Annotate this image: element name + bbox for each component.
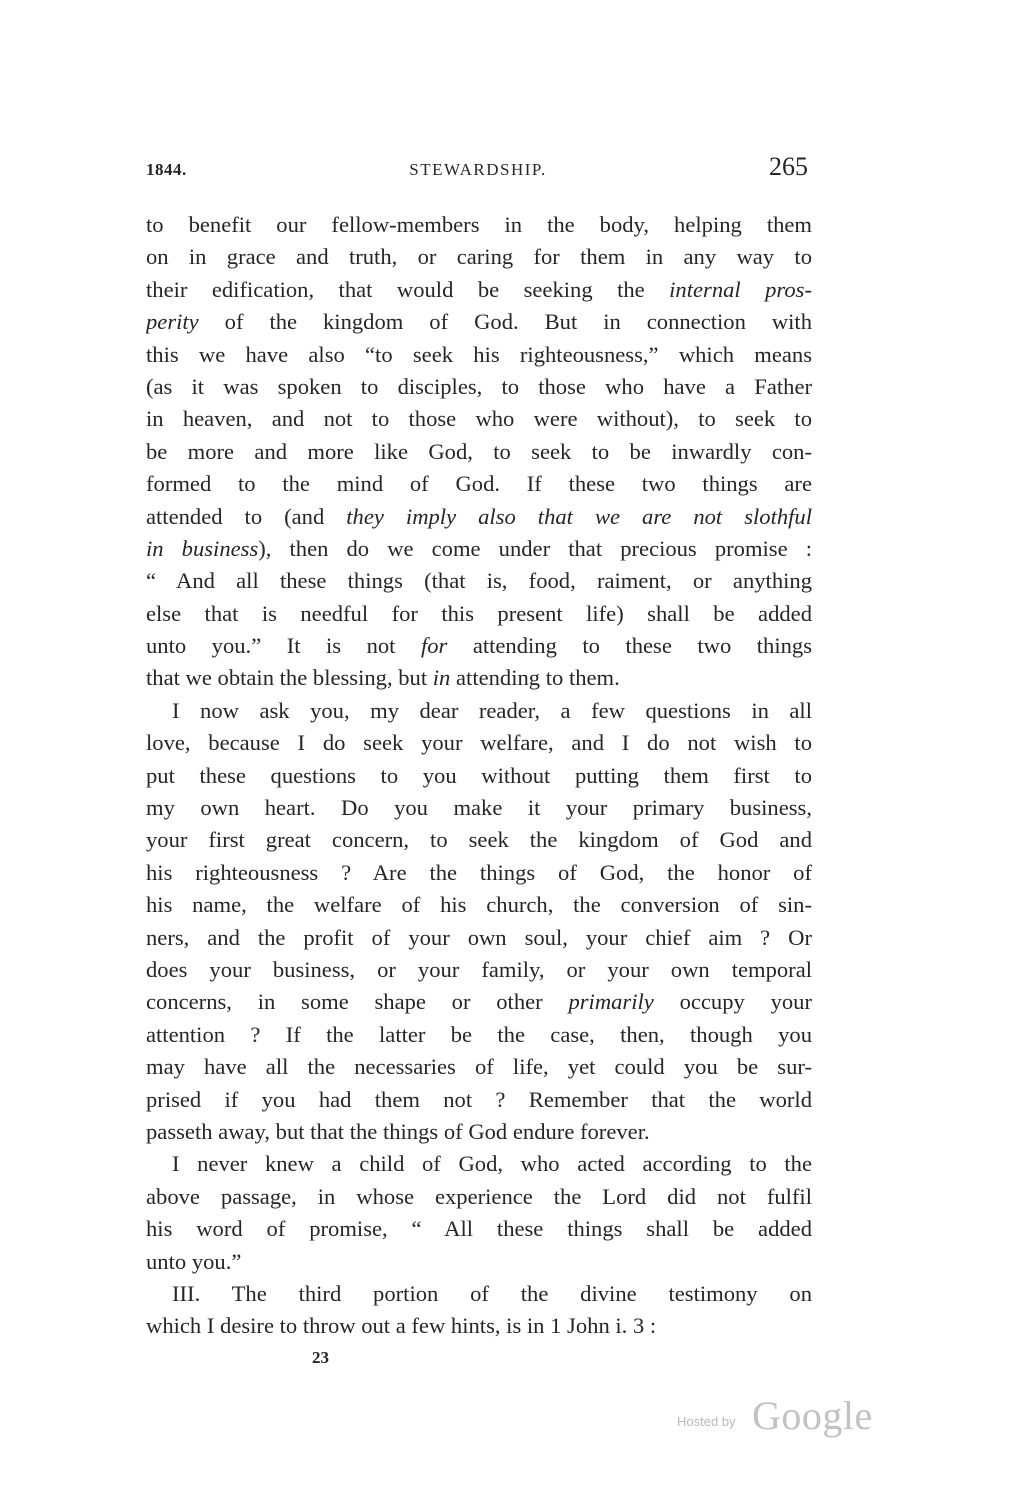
- text-line: my own heart. Do you make it your primary business,: [146, 795, 812, 821]
- text-line: his word of promise, “ All these things shall be added: [146, 1216, 812, 1242]
- google-watermark: [677, 1392, 887, 1438]
- hosted-by-label: Hosted by: [677, 1414, 736, 1429]
- text-line: in business), then do we come under that precious promise :: [146, 535, 812, 561]
- signature-mark: 23: [312, 1348, 329, 1367]
- text-line: ners, and the profit of your own soul, your chief aim ? Or: [146, 924, 812, 950]
- text-line: his righteousness ? Are the things of God, the honor of: [146, 859, 812, 885]
- text-line: this we have also “to seek his righteousness,” which means: [146, 341, 812, 367]
- text-line: love, because I do seek your welfare, and I do not wish to: [146, 730, 812, 756]
- google-logo: Google: [752, 1393, 873, 1438]
- text-line: else that is needful for this present life) shall be added: [146, 600, 812, 626]
- body-text: [146, 209, 812, 1343]
- text-line: which I desire to throw out a few hints, is in 1 John i. 3 :: [146, 1313, 657, 1339]
- text-line: prised if you had them not ? Remember that the world: [146, 1086, 812, 1112]
- text-line: in heaven, and not to those who were without), to seek to: [146, 406, 812, 432]
- running-header: [146, 152, 810, 186]
- text-line: unto you.” It is not for attending to these two things: [146, 633, 812, 659]
- header-title: STEWARDSHIP.: [409, 160, 547, 179]
- text-line: above passage, in whose experience the Lord did not fulfil: [146, 1183, 812, 1209]
- text-line: I never knew a child of God, who acted according to the: [172, 1151, 812, 1177]
- text-line: passeth away, but that the things of God endure forever.: [146, 1118, 650, 1144]
- text-line: I now ask you, my dear reader, a few questions in all: [172, 697, 812, 723]
- text-line: put these questions to you without putting them first to: [146, 762, 812, 788]
- text-line: his name, the welfare of his church, the conversion of sin-: [146, 892, 812, 918]
- text-line: perity of the kingdom of God. But in connection with: [146, 309, 812, 335]
- text-line: (as it was spoken to disciples, to those who have a Father: [146, 373, 812, 399]
- text-line: be more and more like God, to seek to be inwardly con-: [146, 438, 812, 464]
- page-number: 265: [769, 152, 808, 181]
- text-line: formed to the mind of God. If these two things are: [146, 471, 812, 497]
- text-line: concerns, in some shape or other primarily occupy your: [146, 989, 812, 1015]
- text-line: attended to (and they imply also that we are not slothful: [146, 503, 812, 529]
- text-line: attention ? If the latter be the case, then, though you: [146, 1021, 812, 1047]
- text-line: “ And all these things (that is, food, raiment, or anything: [146, 568, 812, 594]
- text-line: does your business, or your family, or your own temporal: [146, 956, 812, 982]
- text-line: unto you.”: [146, 1248, 242, 1274]
- text-line: that we obtain the blessing, but in attending to them.: [146, 665, 620, 691]
- text-line: on in grace and truth, or caring for them in any way to: [146, 244, 812, 270]
- text-line: their edification, that would be seeking the internal pros-: [146, 276, 812, 302]
- header-year: 1844.: [146, 160, 187, 179]
- text-line: to benefit our fellow-members in the body, helping them: [146, 212, 812, 237]
- text-line: III. The third portion of the divine testimony on: [172, 1280, 812, 1306]
- text-line: your first great concern, to seek the kingdom of God and: [146, 827, 812, 853]
- text-line: may have all the necessaries of life, yet could you be sur-: [146, 1054, 812, 1080]
